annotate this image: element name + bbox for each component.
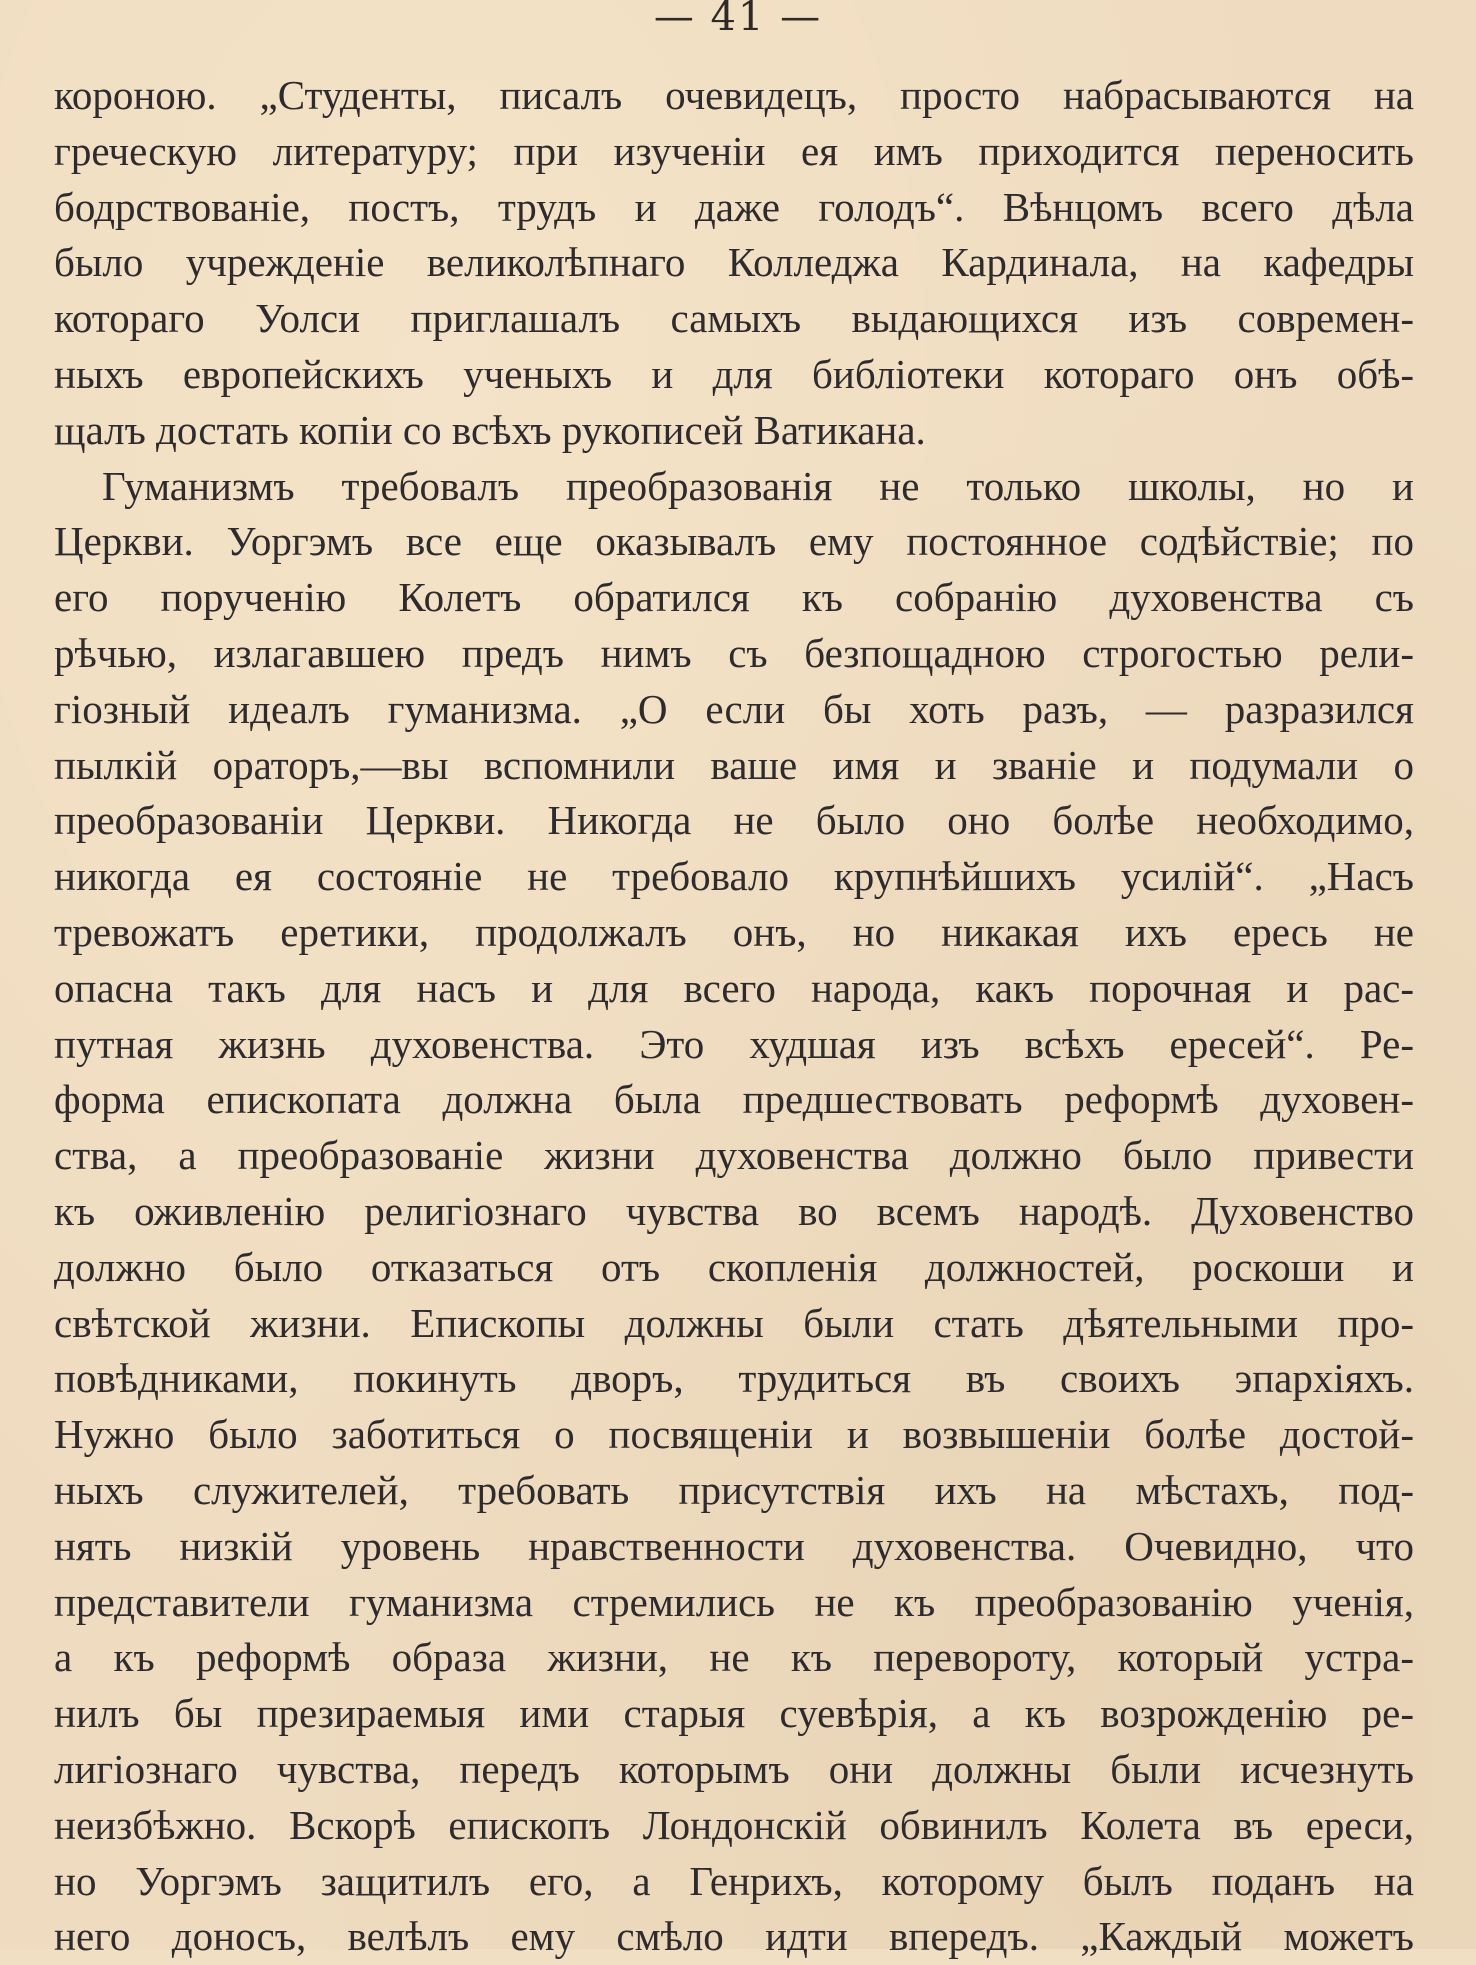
text-line: пылкій ораторъ,—вы вспомнили ваше имя и званіе и подумали о (54, 741, 1414, 788)
text-line: лигіознаго чувства, передъ которымъ они должны были исчезнуть (54, 1745, 1414, 1792)
page-number: — 41 — (653, 0, 823, 40)
text-line: гіозный идеалъ гуманизма. „О если бы хоть разъ, — разразился (54, 685, 1414, 732)
text-line: форма епископата должна была предшествовать реформѣ духовен- (54, 1076, 1414, 1123)
text-line: ныхъ служителей, требовать присутствія ихъ на мѣстахъ, под- (54, 1466, 1414, 1513)
text-line: опасна такъ для насъ и для всего народа, какъ порочная и рас- (54, 964, 1414, 1011)
text-line: никогда ея состояніе не требовало крупнѣйшихъ усилій“. „Насъ (54, 853, 1414, 900)
text-line: него доносъ, велѣлъ ему смѣло идти впередъ. „Каждый можетъ (54, 1913, 1414, 1960)
text-line: ства, а преобразованіе жизни духовенства должно было привести (54, 1132, 1414, 1179)
text-line: тревожатъ еретики, продолжалъ онъ, но никакая ихъ ересь не (54, 908, 1414, 955)
text-line: короною. „Студенты, писалъ очевидецъ, просто набрасываются на (54, 72, 1414, 118)
text-line: представители гуманизма стремились не къ преобразованію ученія, (54, 1578, 1414, 1625)
text-line: Нужно было заботиться о посвященіи и возвышеніи болѣе достой- (54, 1411, 1414, 1458)
text-line: а къ реформѣ образа жизни, не къ перевороту, который устра- (54, 1634, 1414, 1681)
text-line: Церкви. Уоргэмъ все еще оказывалъ ему постоянное содѣйствіе; по (54, 518, 1414, 565)
text-line: нять низкій уровень нравственности духовенства. Очевидно, что (54, 1522, 1414, 1569)
text-line: Гуманизмъ требовалъ преобразованія не только школы, но и (102, 462, 1414, 509)
text-line: повѣдниками, покинуть дворъ, трудиться въ своихъ эпархіяхъ. (54, 1355, 1414, 1402)
text-line: должно было отказаться отъ скопленія должностей, роскоши и (54, 1243, 1414, 1290)
text-line: бодрствованіе, постъ, трудъ и даже голодъ“. Вѣнцомъ всего дѣла (54, 183, 1414, 230)
text-line: греческую литературу; при изученіи ея имъ приходится переносить (54, 127, 1414, 174)
text-line: ныхъ европейскихъ ученыхъ и для библіотеки котораго онъ обѣ- (54, 350, 1414, 397)
body-text (54, 68, 1414, 1965)
text-line: но Уоргэмъ защитилъ его, а Генрихъ, которому былъ поданъ на (54, 1857, 1414, 1904)
text-line: преобразованіи Церкви. Никогда не было оно болѣе необходимо, (54, 797, 1414, 844)
text-line: свѣтской жизни. Епископы должны были стать дѣятельными про- (54, 1299, 1414, 1346)
text-line: путная жизнь духовенства. Это худшая изъ всѣхъ ересей“. Ре- (54, 1020, 1414, 1067)
text-line: нилъ бы презираемыя ими старыя суевѣрія, а къ возрожденію ре- (54, 1690, 1414, 1737)
text-line: неизбѣжно. Вскорѣ епископъ Лондонскій обвинилъ Колета въ ереси, (54, 1801, 1414, 1848)
text-line: было учрежденіе великолѣпнаго Колледжа Кардинала, на кафедры (54, 239, 1414, 286)
text-line: щалъ достать копіи со всѣхъ рукописей Ватикана. (54, 406, 926, 453)
text-line: его порученію Колетъ обратился къ собранію духовенства съ (54, 574, 1414, 621)
text-line: рѣчью, излагавшею предъ нимъ съ безпощадною строгостью рели- (54, 629, 1414, 676)
text-line: къ оживленію религіознаго чувства во всемъ народѣ. Духовенство (54, 1187, 1414, 1234)
text-line: котораго Уолси приглашалъ самыхъ выдающихся изъ современ- (54, 295, 1414, 342)
